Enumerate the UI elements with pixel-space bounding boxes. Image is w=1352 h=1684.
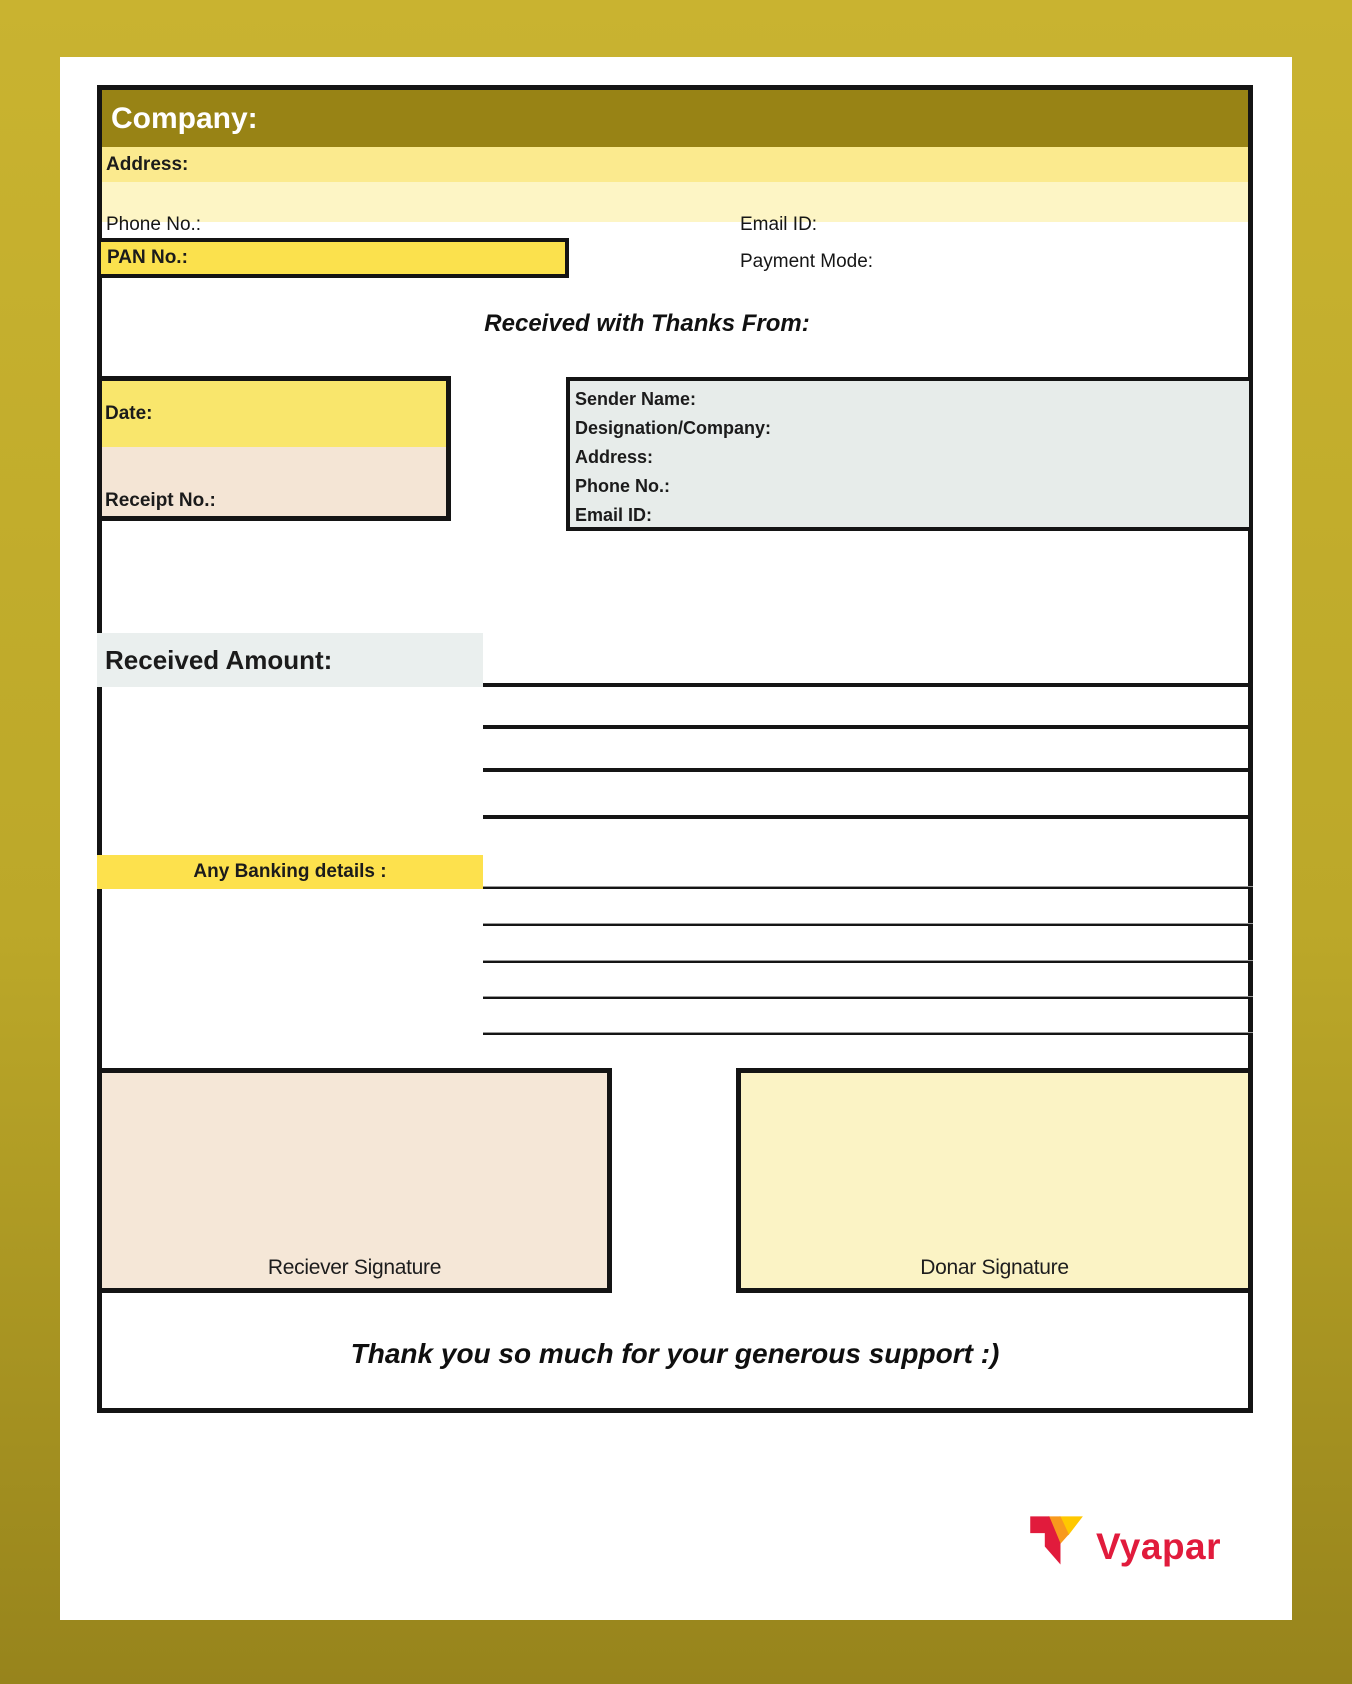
- banking-details-label: Any Banking details :: [193, 861, 387, 882]
- donor-signature-box: [736, 1068, 1253, 1293]
- sender-details-box: [566, 377, 1253, 531]
- pan-box: [97, 238, 569, 278]
- receiver-signature-label: Reciever Signature: [267, 1256, 442, 1279]
- banking-details-band: [97, 855, 483, 889]
- address-label: Address:: [106, 153, 189, 175]
- email-label: Email ID:: [740, 214, 818, 235]
- sender-email-label: Email ID:: [575, 505, 653, 525]
- company-label: Company:: [111, 101, 258, 135]
- address-band-empty: [102, 182, 1248, 222]
- document-sheet: [60, 57, 1292, 1620]
- received-amount-label: Received Amount:: [105, 644, 333, 675]
- address-band: [102, 147, 1248, 182]
- phone-label: Phone No.:: [106, 214, 202, 235]
- date-label: Date:: [105, 403, 153, 424]
- received-amount-band: [97, 633, 483, 687]
- donor-signature-label: Donar Signature: [920, 1256, 1069, 1279]
- write-line: [483, 815, 1253, 819]
- sender-name-label: Sender Name:: [575, 389, 697, 409]
- sender-address-label: Address:: [575, 447, 654, 467]
- sender-designation-label: Designation/Company:: [575, 418, 772, 438]
- write-line: [483, 768, 1253, 772]
- write-line: [483, 996, 1253, 999]
- write-line: [483, 886, 1253, 889]
- receipt-no-label: Receipt No.:: [105, 490, 216, 511]
- write-line: [483, 1032, 1253, 1035]
- receipt-no-cell: [102, 447, 446, 516]
- vyapar-logo: [1028, 1514, 1221, 1578]
- write-line: [483, 683, 1253, 687]
- write-line: [483, 960, 1253, 963]
- received-from-title: Received with Thanks From:: [484, 310, 810, 337]
- sender-phone-label: Phone No.:: [575, 476, 670, 496]
- receiver-signature-box: [97, 1068, 612, 1293]
- thank-you-note: Thank you so much for your generous support :): [350, 1338, 1000, 1369]
- date-cell: [102, 381, 446, 447]
- company-header: [102, 90, 1248, 147]
- vyapar-logo-icon: [1028, 1514, 1084, 1578]
- vyapar-brand-text: Vyapar: [1096, 1526, 1222, 1567]
- write-line: [483, 923, 1253, 926]
- write-line: [483, 725, 1253, 729]
- date-receipt-box: [97, 376, 451, 521]
- pan-label: PAN No.:: [107, 247, 188, 268]
- receipt-table: [97, 85, 1253, 1413]
- payment-mode-label: Payment Mode:: [740, 251, 874, 272]
